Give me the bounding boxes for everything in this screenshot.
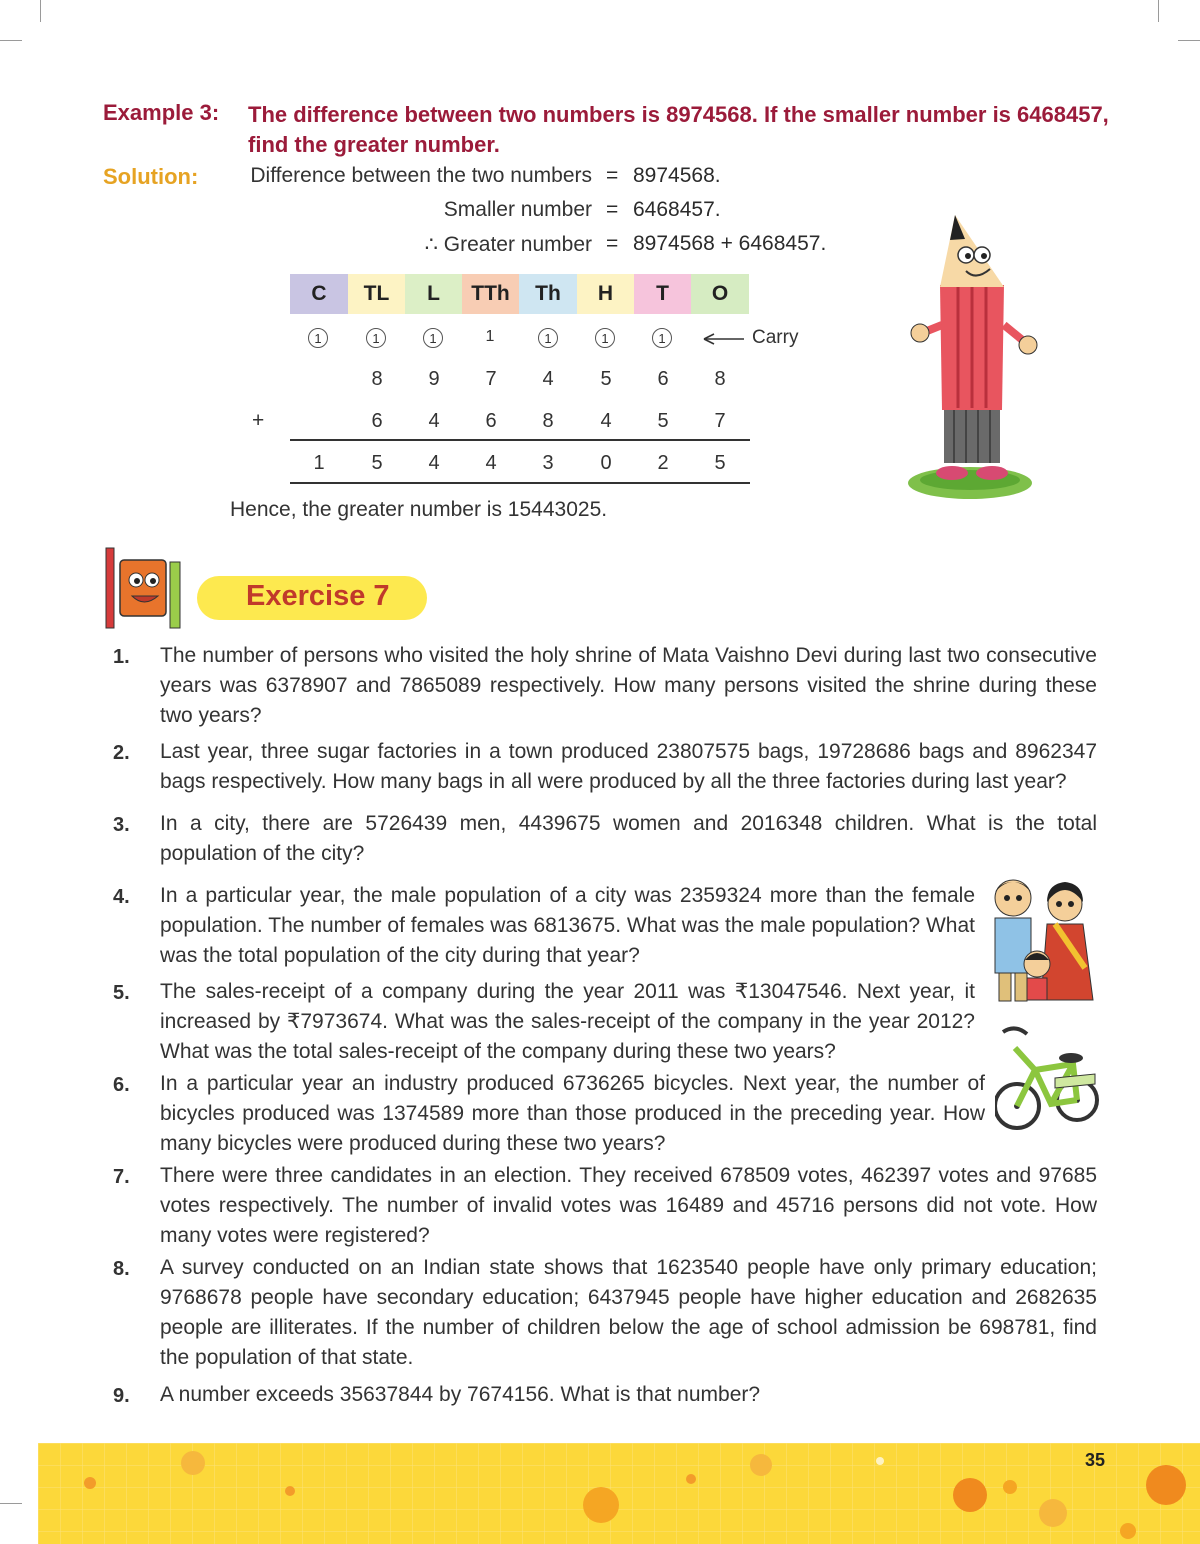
carry-digit: 1 [485, 328, 495, 345]
result-digit: 4 [485, 452, 497, 474]
addend-digit: 8 [371, 368, 383, 390]
place-value-header: Th [519, 274, 577, 314]
solution-row-rhs: 6468457. [633, 198, 721, 221]
solution-row-rhs: 8974568. [633, 164, 721, 187]
place-value-header: H [577, 274, 634, 314]
addend-digit: 7 [714, 410, 726, 432]
carry-digit: 1 [308, 328, 328, 348]
question-number: 3. [113, 814, 130, 836]
question-text: A number exceeds 35637844 by 7674156. What is that number? [160, 1383, 761, 1406]
addend-digit: 5 [657, 410, 669, 432]
place-value-header: TTh [462, 274, 519, 314]
question-number: 1. [113, 646, 130, 668]
place-value-header: TL [348, 274, 405, 314]
place-value-header: O [691, 274, 749, 314]
sum-line-bottom [290, 482, 750, 484]
question-number: 6. [113, 1074, 130, 1096]
question-text: A survey conducted on an Indian state shows that 1623540 people have only primary education; 9768678 people have secondary education; 6437945 people have higher education and 2682635 people are illiterates. If the number of children below the age of school admission be 698781, find the population of that state. [160, 1256, 1097, 1369]
result-digit: 4 [428, 452, 440, 474]
plus-sign: + [252, 409, 265, 432]
solution-row-eq: = [606, 198, 619, 221]
result-digit: 5 [371, 452, 383, 474]
carry-digit: 1 [538, 328, 558, 348]
page-number: 35 [1085, 1450, 1106, 1470]
example-label: Example 3: [103, 100, 220, 125]
carry-label: Carry [752, 327, 799, 348]
addend-digit: 6 [485, 410, 497, 432]
addend-digit: 6 [371, 410, 383, 432]
example-question-line1: The difference between two numbers is 8974568. If the smaller number is 6468457, [248, 102, 1109, 127]
question-text: There were three candidates in an election. They received 678509 votes, 462397 votes and 97685 votes respectively. The number of invalid votes was 16489 and 45716 persons did not vote. How many votes were registered? [160, 1164, 1097, 1247]
solution-row-eq: = [606, 232, 619, 255]
result-digit: 2 [657, 452, 669, 474]
solution-conclusion: Hence, the greater number is 15443025. [230, 498, 608, 521]
addend-digit: 8 [542, 410, 554, 432]
question-number: 4. [113, 886, 130, 908]
solution-label: Solution: [103, 164, 199, 189]
question-number: 8. [113, 1258, 130, 1280]
addend-digit: 5 [600, 368, 612, 390]
footer-decoration [38, 1443, 1200, 1544]
place-value-header: L [405, 274, 462, 314]
place-value-header: C [290, 274, 348, 314]
addend-digit: 8 [714, 368, 726, 390]
addend-digit: 9 [428, 368, 440, 390]
result-digit: 3 [542, 452, 554, 474]
family-illustration [985, 868, 1100, 1003]
solution-row-eq: = [606, 164, 619, 187]
result-digit: 0 [600, 452, 612, 474]
solution-row-lhs: Smaller number [443, 198, 592, 221]
crop-mark [0, 40, 22, 41]
question-text: In a particular year an industry produced 6736265 bicycles. Next year, the number of bicycles produced was 1374589 more than those produced in the preceding year. How many bicycles were produced during these two years? [160, 1072, 985, 1155]
example-question [248, 100, 1128, 160]
bicycle-illustration [995, 1018, 1100, 1138]
addend-digit: 7 [485, 368, 497, 390]
crop-mark [40, 0, 41, 22]
addend-digit: 4 [428, 410, 440, 432]
solution-row-lhs: Difference between the two numbers [250, 164, 592, 187]
result-digit: 1 [313, 452, 325, 474]
solution-row-rhs: 8974568 + 6468457. [633, 232, 827, 255]
result-digit: 5 [714, 452, 726, 474]
addend-digit: 4 [542, 368, 554, 390]
footer-band [38, 1443, 1200, 1544]
question-number: 2. [113, 742, 130, 764]
addend-digit: 4 [600, 410, 612, 432]
solution-row-lhs: ∴ Greater number [424, 233, 592, 256]
question-text: In a particular year, the male population of a city was 2359324 more than the female population. The number of females was 6813675. What was the male population? What was the total population of the city during that year? [160, 884, 975, 967]
place-value-header: T [634, 274, 691, 314]
crop-mark [1158, 0, 1159, 22]
sum-line-top [290, 439, 750, 441]
carry-digit: 1 [652, 328, 672, 348]
question-number: 9. [113, 1385, 130, 1407]
pencil-mascot-illustration [900, 205, 1050, 505]
question-text: In a city, there are 5726439 men, 4439675 women and 2016348 children. What is the total population of the city? [160, 812, 1097, 865]
question-text: The sales-receipt of a company during the year 2011 was ₹13047546. Next year, it increased by ₹7973674. What was the sales-receipt of the company in the year 2012? What was the total sales-receipt of the company during these two years? [160, 980, 975, 1063]
example-question-line2: find the greater number. [248, 132, 500, 157]
question-number: 5. [113, 982, 130, 1004]
carry-digit: 1 [366, 328, 386, 348]
exercise-title: Exercise 7 [246, 580, 390, 612]
question-number: 7. [113, 1166, 130, 1188]
question-text: The number of persons who visited the holy shrine of Mata Vaishno Devi during last two consecutive years was 6378907 and 7865089 respectively. How many persons visited the shrine during these two years? [160, 644, 1097, 727]
carry-digit: 1 [595, 328, 615, 348]
addend-digit: 6 [657, 368, 669, 390]
carry-arrow-icon [700, 331, 746, 347]
question-text: Last year, three sugar factories in a town produced 23807575 bags, 19728686 bags and 8962347 bags respectively. How many bags in all were produced by all the three factories during last year? [160, 740, 1097, 793]
carry-digit: 1 [423, 328, 443, 348]
book-mascot-icon [100, 542, 200, 632]
crop-mark [0, 1503, 22, 1504]
crop-mark [1178, 40, 1200, 41]
